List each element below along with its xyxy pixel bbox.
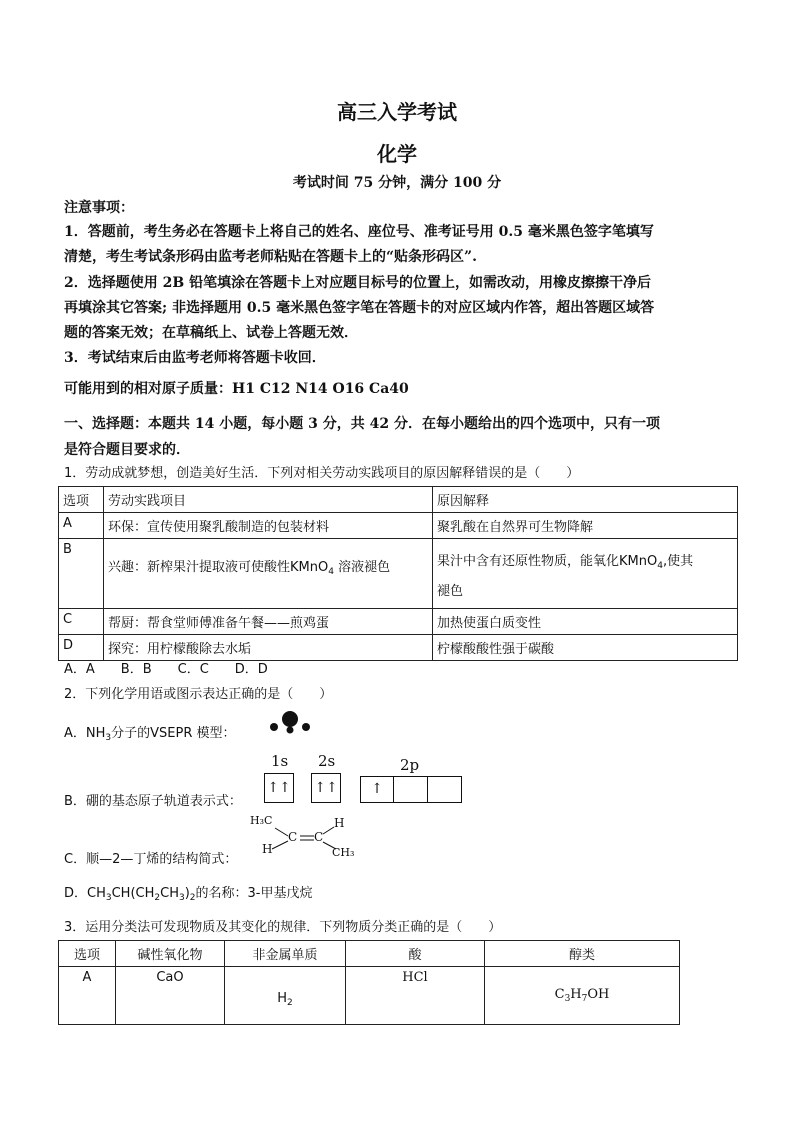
option-text: CH(CH <box>111 886 155 901</box>
section1-line1: 一、选择题：本题共 14 小题，每小题 3 分，共 42 分．在每小题给出的四个选项中，只有一项 <box>64 416 660 432</box>
atom-label: C <box>314 830 324 844</box>
bond-line <box>272 841 288 849</box>
table-cell: A <box>59 967 116 1025</box>
notice-item2-line3: 题的答案无效；在草稿纸上、试卷上答题无效． <box>64 325 358 341</box>
option-text: CH <box>160 886 179 901</box>
q2-option-d <box>64 884 744 908</box>
cell-text: 果汁中含有还原性物质，能氧化KMnO <box>437 554 658 569</box>
bonded-atom <box>270 723 278 731</box>
bond-line <box>275 828 288 836</box>
table-header-cell: 劳动实践项目 <box>104 487 433 513</box>
table-cell <box>225 967 346 1025</box>
notice-item2-line1: 2．选择题使用 2B 铅笔填涂在答题卡上对应题目标号的位置上，如需改动，用橡皮擦擦干净后 <box>64 275 652 291</box>
option-text: 的名称：3-甲基戊烷 <box>195 886 313 901</box>
table-cell: CaO <box>116 967 225 1025</box>
bond-line <box>323 827 334 834</box>
orbital-box: ↑↑ <box>264 773 294 803</box>
table-cell: D <box>59 635 104 661</box>
orbital-box: ↑ <box>360 776 394 803</box>
table-row <box>59 967 680 1025</box>
table-header-cell: 非金属单质 <box>225 941 346 967</box>
table-cell: 聚乳酸在自然界可生物降解 <box>433 513 738 539</box>
table-header-row <box>59 941 680 967</box>
table-cell <box>433 539 738 609</box>
table-header-row <box>59 487 738 513</box>
table-header-cell: 醇类 <box>485 941 680 967</box>
orbital-label-1s: 1s <box>271 752 289 770</box>
notice-item1-line2: 清楚，考生考试条形码由监考老师粘贴在答题卡上的“贴条形码区”. <box>64 249 477 265</box>
subscript: 4 <box>657 561 663 571</box>
q2-option-b: B．硼的基态原子轨道表示式： <box>64 794 242 809</box>
orbital-box: ↑↑ <box>311 773 341 803</box>
cell-text: 兴趣：新榨果汁提取液可使酸性KMnO <box>108 559 329 575</box>
atomic-mass-line: 可能用到的相对原子质量：H1 C12 N14 O16 Ca40 <box>64 381 409 397</box>
cell-text: H <box>277 990 288 1006</box>
table-cell <box>104 539 433 609</box>
section1-line2: 是符合题目要求的． <box>64 442 190 458</box>
cell-text: C <box>554 987 565 1002</box>
atom-label: H₃C <box>250 814 273 827</box>
orbital-label-2s: 2s <box>318 752 336 770</box>
table-header-cell: 碱性氧化物 <box>116 941 225 967</box>
exam-time-info: 考试时间 75 分钟，满分 100 分 <box>292 175 502 191</box>
subscript: 3 <box>178 893 185 903</box>
table-row <box>59 539 738 609</box>
cell-text: H <box>570 987 582 1002</box>
table-cell: 加热使蛋白质变性 <box>433 609 738 635</box>
cell-text: 溶液褪色 <box>338 559 391 575</box>
cell-text: ,使其 <box>662 554 694 569</box>
exam-title: 高三入学考试 <box>337 100 457 124</box>
notice-item1-line1: 1．答题前，考生务必在答题卡上将自己的姓名、座位号、准考证号用 0.5 毫米黑色签字笔填写 <box>64 224 654 240</box>
atom-label: H <box>262 842 273 856</box>
vsepr-model-icon <box>268 708 312 734</box>
atom-label: CH₃ <box>332 846 355 859</box>
table-cell: A <box>59 513 104 539</box>
cell-text: OH <box>587 987 610 1002</box>
subscript: 4 <box>328 566 334 577</box>
atom-label: H <box>334 816 345 830</box>
q2-option-a <box>64 724 744 748</box>
q1-table <box>58 486 738 661</box>
subscript: 2 <box>189 893 196 903</box>
notice-item3: 3．考试结束后由监考老师将答题卡收回． <box>64 350 326 366</box>
table-cell <box>485 967 680 1025</box>
notice-item2-line2: 再填涂其它答案; 非选择题用 0.5 毫米黑色签字笔在答题卡的对应区域内作答，超出答题区域答 <box>64 300 655 316</box>
subject-title: 化学 <box>377 142 417 166</box>
q1-stem: 1．劳动成就梦想，创造美好生活．下列对相关劳动实践项目的原因解释错误的是（ ） <box>64 466 580 481</box>
option-text: A．NH <box>64 726 106 741</box>
subscript: 2 <box>287 997 293 1008</box>
table-cell: HCl <box>346 967 485 1025</box>
option-text: ) <box>184 886 190 901</box>
q1-answers: A．A B．B C．C D．D <box>64 662 268 677</box>
orbital-label-2p: 2p <box>400 756 420 774</box>
table-cell: B <box>59 539 104 609</box>
q3-stem: 3．运用分类法可发现物质及其变化的规律．下列物质分类正确的是（ ） <box>64 920 502 935</box>
table-cell: 柠檬酸酸性强于碳酸 <box>433 635 738 661</box>
subscript: 7 <box>581 994 588 1004</box>
table-header-cell: 选项 <box>59 487 104 513</box>
table-cell: 环保：宣传使用聚乳酸制造的包装材料 <box>104 513 433 539</box>
bonded-atom <box>302 723 310 731</box>
option-text: D．CH <box>64 886 106 901</box>
subscript: 3 <box>564 994 571 1004</box>
subscript: 3 <box>105 733 112 743</box>
option-text: 分子的VSEPR 模型： <box>111 726 236 741</box>
q2-option-c: C．顺—2—丁烯的结构简式： <box>64 852 238 867</box>
table-cell: 探究：用柠檬酸除去水垢 <box>104 635 433 661</box>
notice-heading: 注意事项： <box>64 200 134 216</box>
q2-stem: 2．下列化学用语或图示表达正确的是（ ） <box>64 687 333 702</box>
table-cell: 帮厨：帮食堂师傅准备午餐——煎鸡蛋 <box>104 609 433 635</box>
subscript: 3 <box>105 893 112 903</box>
atom-label: C <box>288 830 298 844</box>
table-header-cell: 酸 <box>346 941 485 967</box>
table-row <box>59 635 738 661</box>
table-cell: C <box>59 609 104 635</box>
table-row <box>59 513 738 539</box>
central-atom <box>282 711 298 727</box>
cell-text: 褪色 <box>437 584 464 599</box>
table-header-cell: 原因解释 <box>433 487 738 513</box>
table-header-cell: 选项 <box>59 941 116 967</box>
table-row <box>59 609 738 635</box>
q3-table <box>58 940 680 1025</box>
subscript: 2 <box>154 893 161 903</box>
bonded-atom <box>287 727 294 734</box>
